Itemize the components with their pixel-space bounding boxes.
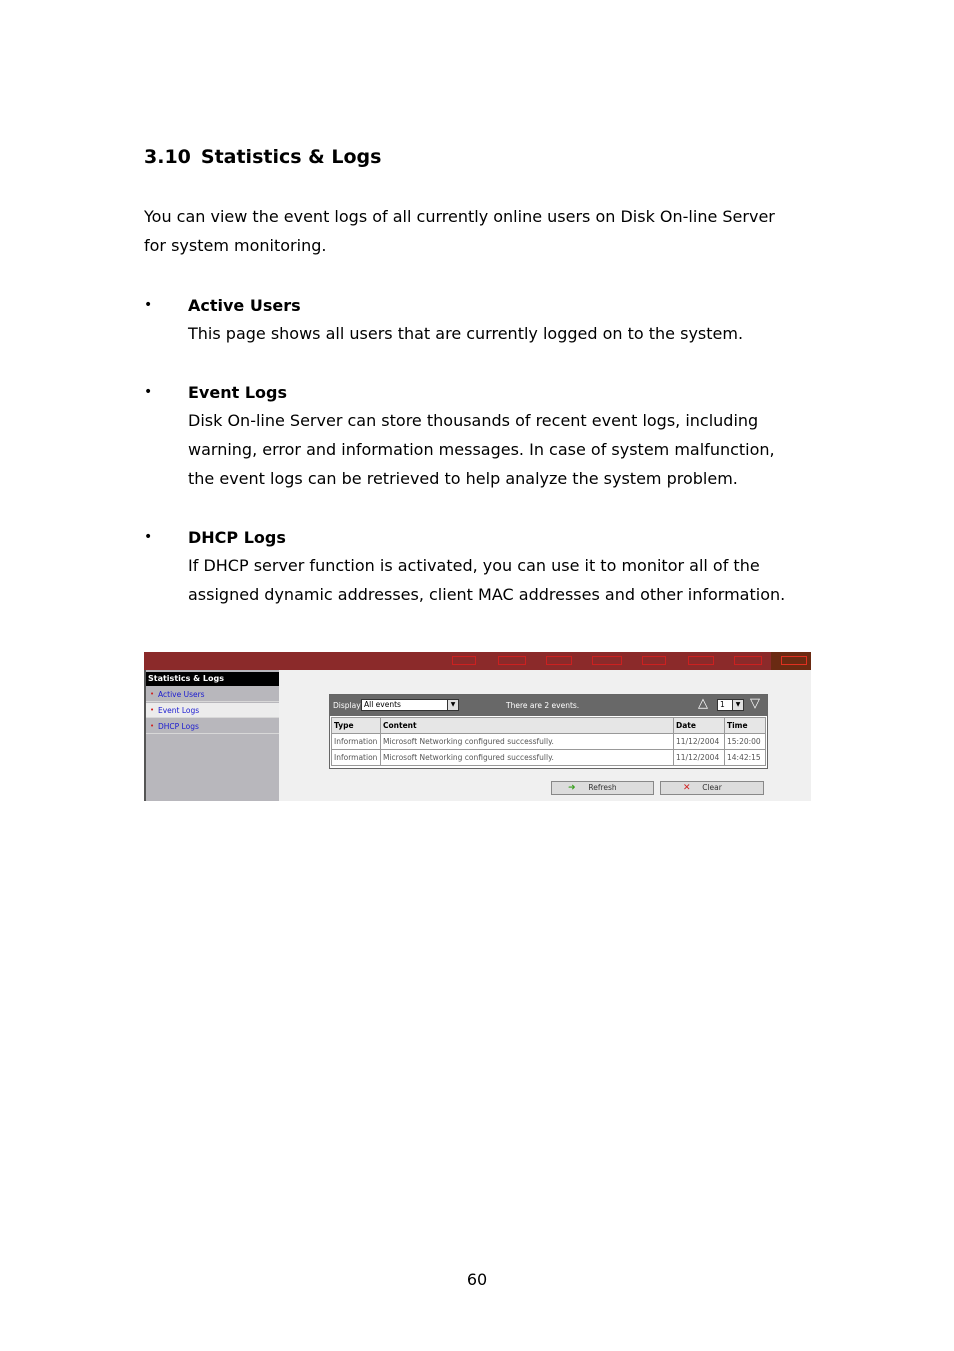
- section-title: Statistics & Logs: [200, 146, 382, 168]
- sidebar-item-active-users[interactable]: [146, 687, 279, 702]
- clear-button[interactable]: [660, 781, 764, 795]
- bullet-line: This page shows all users that are currently logged on to the system.: [188, 324, 744, 343]
- top-navigation-bar: [144, 652, 811, 670]
- bullet-line: If DHCP server function is activated, you can use it to monitor all of the: [188, 556, 760, 575]
- sidebar-title: Statistics & Logs: [146, 672, 279, 686]
- bullet-body-event-logs: [188, 406, 808, 493]
- nav-icon[interactable]: [498, 656, 526, 665]
- cell-date: 11/12/2004: [674, 734, 725, 750]
- bullet-line: assigned dynamic addresses, client MAC addresses and other information.: [188, 585, 786, 604]
- display-select-value: All events: [364, 700, 401, 709]
- column-header-date: Date: [674, 718, 725, 734]
- bullet-line: Disk On-line Server can store thousands of recent event logs, including: [188, 411, 759, 430]
- column-header-content: Content: [381, 718, 674, 734]
- table-row: [332, 750, 766, 766]
- column-header-type: Type: [332, 718, 381, 734]
- clear-label: Clear: [702, 783, 722, 792]
- bullet-marker: •: [144, 384, 153, 400]
- events-count: There are 2 events.: [506, 701, 580, 710]
- cell-date: 11/12/2004: [674, 750, 725, 766]
- bullet-title-active-users: Active Users: [188, 296, 301, 315]
- bullet-title-event-logs: Event Logs: [188, 383, 287, 402]
- refresh-icon: ➜: [568, 783, 576, 793]
- sidebar-item-label: Active Users: [158, 690, 205, 699]
- nav-icon[interactable]: [452, 656, 476, 665]
- sidebar-item-label: Event Logs: [158, 706, 200, 715]
- page-down-icon[interactable]: ▽: [750, 696, 760, 711]
- bullet-icon: •: [150, 722, 155, 730]
- bullet-icon: •: [150, 690, 155, 698]
- nav-icon[interactable]: [592, 656, 622, 665]
- sidebar-item-event-logs[interactable]: [146, 703, 279, 718]
- table-header-row: [332, 718, 766, 734]
- statistics-logs-icon: [781, 656, 807, 665]
- sidebar-item-label: DHCP Logs: [158, 722, 199, 731]
- panel-toolbar: [330, 695, 767, 716]
- nav-active-tab[interactable]: [771, 652, 811, 670]
- bullet-marker: •: [144, 529, 153, 545]
- refresh-label: Refresh: [588, 783, 617, 792]
- chevron-down-icon: ▼: [447, 700, 458, 710]
- cell-content: Microsoft Networking configured successfully.: [381, 750, 674, 766]
- event-logs-panel: [329, 694, 768, 769]
- cell-time: 15:20:00: [725, 734, 766, 750]
- sidebar-item-dhcp-logs[interactable]: [146, 719, 279, 734]
- chevron-down-icon: ▼: [732, 700, 743, 710]
- section-number: 3.10: [144, 146, 191, 168]
- page-select-value: 1: [720, 700, 725, 709]
- statistics-logs-screenshot: [144, 652, 811, 801]
- nav-icon[interactable]: [546, 656, 572, 665]
- intro-paragraph: [144, 202, 804, 260]
- nav-icon[interactable]: [642, 656, 666, 665]
- event-logs-table: [331, 717, 766, 766]
- cell-type: Information: [332, 750, 381, 766]
- bullet-title-dhcp-logs: DHCP Logs: [188, 528, 286, 547]
- bullet-body-dhcp-logs: [188, 551, 808, 609]
- bullet-icon: •: [150, 706, 155, 714]
- display-select[interactable]: [361, 699, 459, 711]
- cell-content: Microsoft Networking configured successfully.: [381, 734, 674, 750]
- intro-line: for system monitoring.: [144, 236, 327, 255]
- table-row: [332, 734, 766, 750]
- bullet-body-active-users: [188, 319, 808, 348]
- bullet-line: warning, error and information messages. In case of system malfunction,: [188, 440, 775, 459]
- clear-icon: ✕: [683, 783, 691, 793]
- cell-time: 14:42:15: [725, 750, 766, 766]
- nav-icon[interactable]: [688, 656, 714, 665]
- sidebar: [144, 670, 279, 801]
- bullet-line: the event logs can be retrieved to help analyze the system problem.: [188, 469, 738, 488]
- page-up-icon[interactable]: △: [698, 696, 708, 711]
- page-number: 60: [466, 1270, 488, 1289]
- refresh-button[interactable]: [551, 781, 654, 795]
- intro-line: You can view the event logs of all currently online users on Disk On-line Server: [144, 207, 775, 226]
- section-heading: [144, 146, 381, 168]
- page-select[interactable]: [717, 699, 744, 711]
- column-header-time: Time: [725, 718, 766, 734]
- bullet-marker: •: [144, 297, 153, 313]
- cell-type: Information: [332, 734, 381, 750]
- display-label: Display: [333, 701, 361, 710]
- nav-icon[interactable]: [734, 656, 762, 665]
